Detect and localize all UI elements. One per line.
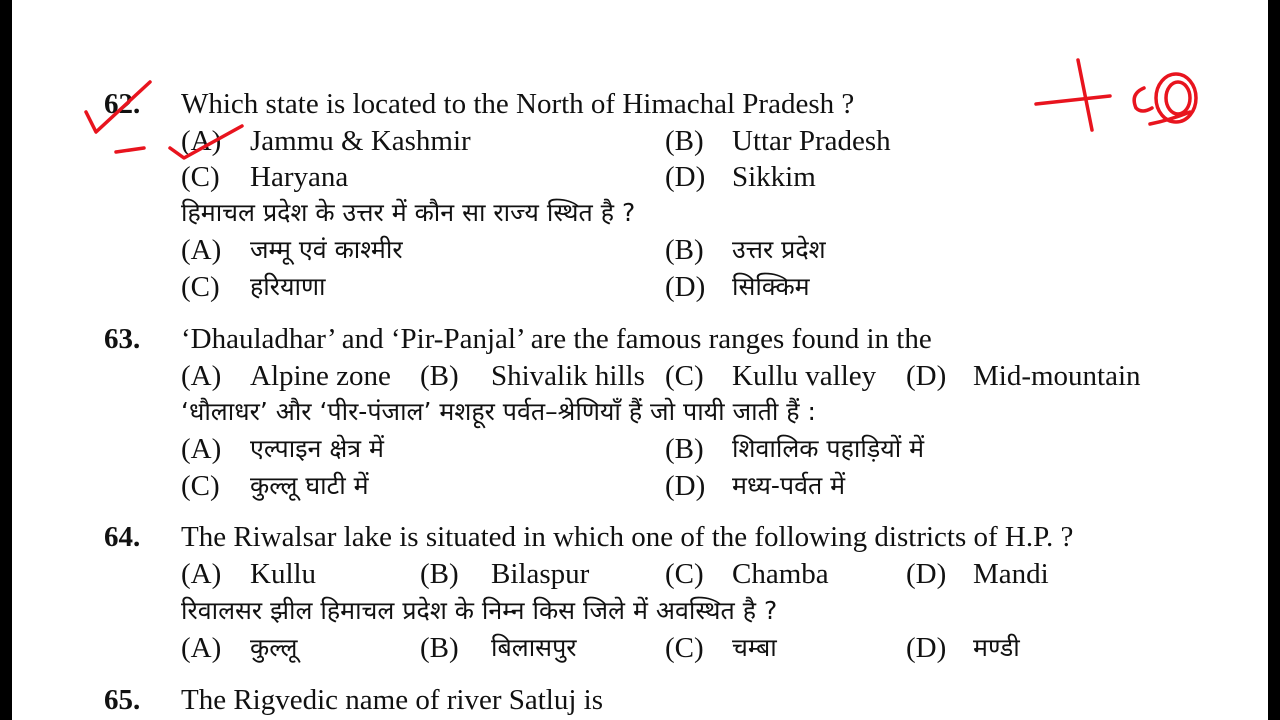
q62-text-hi: हिमाचल प्रदेश के उत्तर में कौन सा राज्य स्थित है ? (181, 198, 636, 227)
q63-hi-opt-a-label: (A) (181, 433, 222, 465)
q63-hi-opt-c: कुल्लू घाटी में (250, 471, 369, 500)
question-sheet (12, 0, 1268, 720)
q62-hi-opt-d-label: (D) (665, 271, 706, 303)
q64-hi-opt-a-label: (A) (181, 632, 222, 664)
q63-hi-opt-a: एल्पाइन क्षेत्र में (250, 434, 384, 463)
q63-number: 63. (104, 323, 141, 355)
q62-opt-a: Jammu & Kashmir (250, 125, 471, 157)
q63-opt-c-label: (C) (665, 360, 704, 392)
q62-opt-b: Uttar Pradesh (732, 125, 891, 157)
q63-opt-b-label: (B) (420, 360, 459, 392)
q62-opt-d-label: (D) (665, 161, 706, 193)
q64-text-hi: रिवालसर झील हिमाचल प्रदेश के निम्न किस जिले में अवस्थित है ? (181, 596, 778, 625)
q63-hi-opt-b-label: (B) (665, 433, 704, 465)
q62-hi-opt-c: हरियाणा (250, 272, 326, 301)
q64-opt-d: Mandi (973, 558, 1049, 590)
q62-number: 62. (104, 88, 141, 120)
q63-opt-d-label: (D) (906, 360, 947, 392)
q64-opt-a: Kullu (250, 558, 317, 590)
q65-number: 65. (104, 684, 141, 716)
q64-hi-opt-c: चम्बा (732, 633, 777, 662)
q64-hi-opt-d: मण्डी (973, 633, 1020, 662)
q64-opt-b-label: (B) (420, 558, 459, 590)
q64-number: 64. (104, 521, 141, 553)
q63-opt-c: Kullu valley (732, 360, 877, 392)
q62-opt-d: Sikkim (732, 161, 816, 193)
q64-hi-opt-b: बिलासपुर (491, 633, 577, 662)
q63-text-en: ‘Dhauladhar’ and ‘Pir-Panjal’ are the famous ranges found in the (181, 323, 932, 355)
q64-opt-d-label: (D) (906, 558, 947, 590)
q62-hi-opt-c-label: (C) (181, 271, 220, 303)
q64-text-en: The Riwalsar lake is situated in which one of the following districts of H.P. ? (181, 521, 1074, 553)
q63-text-hi: ‘धौलाधर’ और ‘पीर-पंजाल’ मशहूर पर्वत–श्रेणियाँ हैं जो पायी जाती हैं : (181, 397, 816, 426)
q62-hi-opt-a-label: (A) (181, 234, 222, 266)
q62-hi-opt-d: सिक्किम (732, 272, 810, 301)
q63-opt-d: Mid-mountain (973, 360, 1141, 392)
q62-hi-opt-b: उत्तर प्रदेश (732, 235, 826, 264)
q63-opt-b: Shivalik hills (491, 360, 645, 392)
q62-opt-c: Haryana (250, 161, 349, 193)
q64-hi-opt-a: कुल्लू (250, 633, 298, 662)
q64-opt-a-label: (A) (181, 558, 222, 590)
q64-hi-opt-b-label: (B) (420, 632, 459, 664)
q63-hi-opt-b: शिवालिक पहाड़ियों में (732, 434, 925, 463)
q62-hi-opt-b-label: (B) (665, 234, 704, 266)
q63-hi-opt-d-label: (D) (665, 470, 706, 502)
q62-hi-opt-a: जम्मू एवं काश्मीर (250, 235, 403, 264)
q63-hi-opt-c-label: (C) (181, 470, 220, 502)
q62-text-en: Which state is located to the North of Himachal Pradesh ? (181, 88, 855, 120)
q62-opt-c-label: (C) (181, 161, 220, 193)
q64-opt-b: Bilaspur (491, 558, 590, 590)
q64-hi-opt-d-label: (D) (906, 632, 947, 664)
q63-opt-a-label: (A) (181, 360, 222, 392)
q62-opt-b-label: (B) (665, 125, 704, 157)
q62-opt-a-label: (A) (181, 125, 222, 157)
q63-hi-opt-d: मध्य-पर्वत में (732, 471, 846, 500)
q65-text-en: The Rigvedic name of river Satluj is (181, 684, 604, 716)
q64-opt-c: Chamba (732, 558, 829, 590)
q63-opt-a: Alpine zone (250, 360, 391, 392)
q64-opt-c-label: (C) (665, 558, 704, 590)
q64-hi-opt-c-label: (C) (665, 632, 704, 664)
